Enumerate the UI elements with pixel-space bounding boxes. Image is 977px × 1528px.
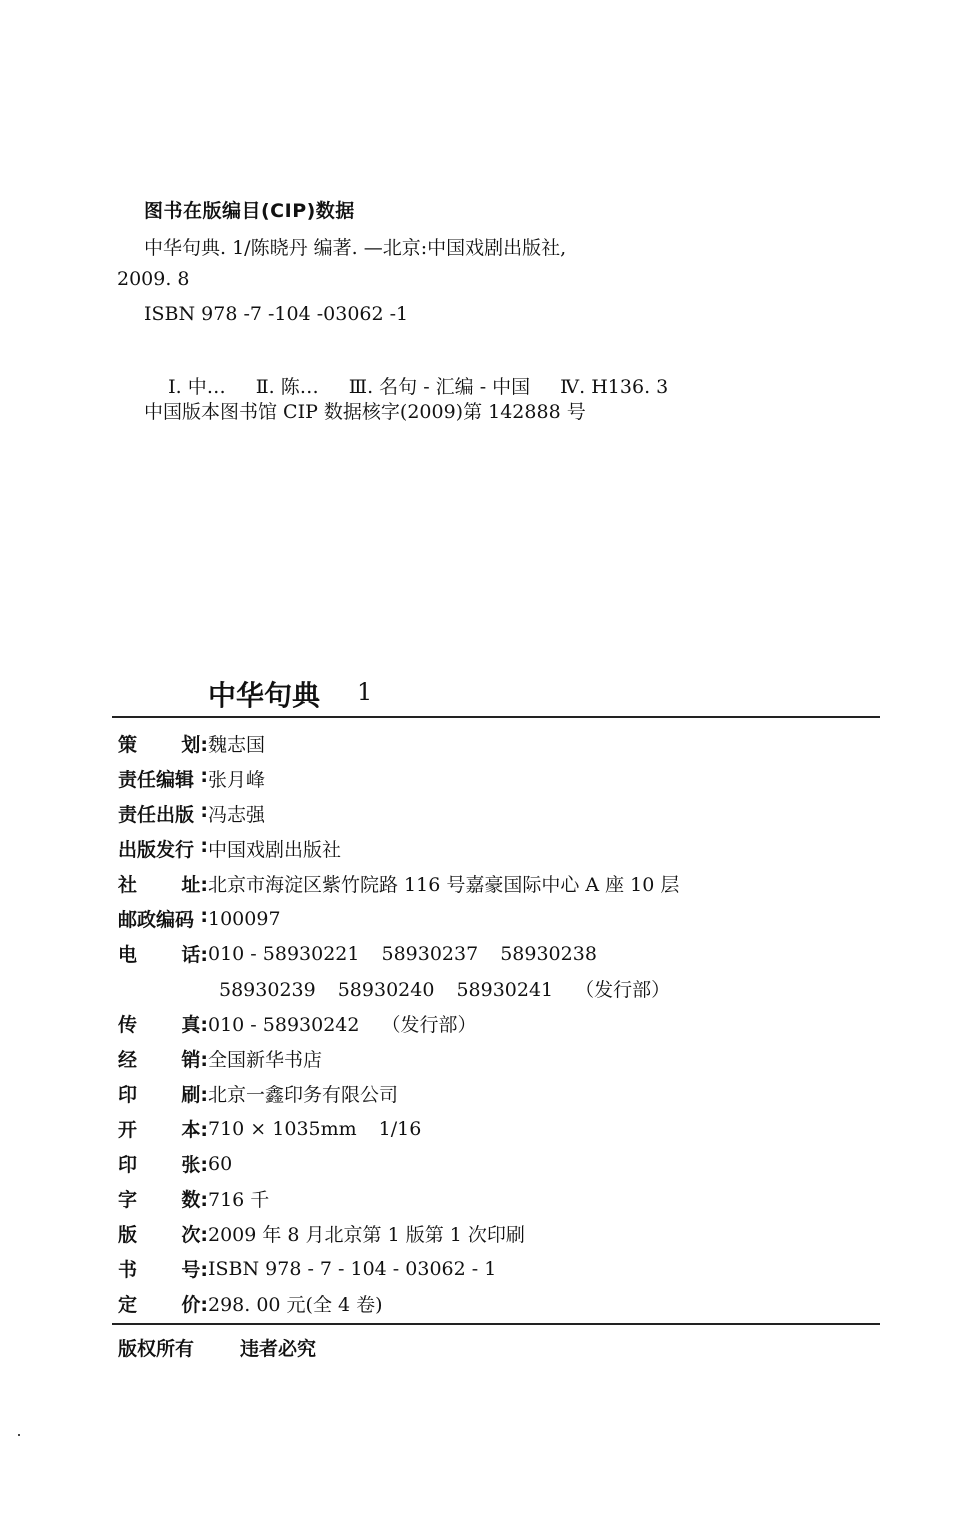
row-distributor [118, 1041, 898, 1076]
scan-speck [18, 1434, 20, 1436]
value-distributor: 全国新华书店 [208, 1049, 323, 1071]
label-planning: 策 划: [118, 734, 208, 756]
book-volume: 1 [357, 678, 373, 706]
row-format [118, 1111, 898, 1146]
rights-reserved: 版权所有 [118, 1338, 195, 1360]
row-publisher [118, 831, 898, 866]
value-word-count: 716 千 [208, 1189, 270, 1211]
value-fax: 010 - 58930242 （发行部） [208, 1014, 477, 1036]
label-fax: 传 真: [118, 1014, 208, 1036]
label-price: 定 价: [118, 1294, 208, 1316]
cip-isbn: ISBN 978 -7 -104 -03062 -1 [144, 303, 409, 325]
cip-catalog-line: 中华句典. 1/陈晓丹 编著. —北京:中国戏剧出版社, [144, 237, 567, 259]
value-price: 298. 00 元(全 4 卷) [208, 1294, 383, 1316]
label-address: 社 址: [118, 874, 208, 896]
row-address [118, 866, 898, 901]
value-edition: 2009 年 8 月北京第 1 版第 1 次印刷 [208, 1224, 525, 1246]
value-phone-line2: 58930239 58930240 58930241 （发行部） [219, 979, 671, 1001]
value-editor: 张月峰 [208, 769, 266, 791]
row-edition [118, 1216, 898, 1251]
row-fax [118, 1006, 898, 1041]
book-title: 中华句典 [208, 679, 321, 712]
cip-heading: 图书在版编目(CIP)数据 [144, 200, 355, 222]
divider-bottom [112, 1323, 880, 1325]
value-phone-line1: 010 - 58930221 58930237 58930238 [208, 942, 597, 965]
label-sheets: 印 张: [118, 1154, 208, 1176]
rights-warning: 违者必究 [240, 1338, 317, 1360]
label-phone: 电 话: [118, 944, 208, 966]
value-address: 北京市海淀区紫竹院路 116 号嘉豪国际中心 A 座 10 层 [208, 874, 680, 896]
row-sheets [118, 1146, 898, 1181]
label-publisher: 出版发行 : [118, 835, 208, 861]
rights-notice [118, 1334, 316, 1361]
value-planning: 魏志国 [208, 734, 266, 756]
row-price [118, 1286, 898, 1321]
value-publisher: 中国戏剧出版社 [208, 839, 342, 861]
label-distributor: 经 销: [118, 1049, 208, 1071]
label-edition: 版 次: [118, 1224, 208, 1246]
row-printer [118, 1076, 898, 1111]
cip-class-1: Ⅰ. 中… [168, 376, 226, 398]
row-phone [118, 936, 898, 971]
row-editor [118, 761, 898, 796]
divider-top [112, 716, 880, 718]
row-phone-cont [118, 971, 898, 1006]
cip-class-3: Ⅲ. 名句 - 汇编 - 中国 [348, 376, 531, 398]
label-format: 开 本: [118, 1119, 208, 1141]
label-editor: 责任编辑 : [118, 765, 208, 791]
value-sheets: 60 [208, 1152, 233, 1175]
cip-class-4: Ⅳ. H136. 3 [560, 376, 669, 398]
colophon [118, 726, 898, 1321]
label-postcode: 邮政编码 : [118, 905, 208, 931]
cip-class-2: Ⅱ. 陈… [255, 376, 319, 398]
label-word-count: 字 数: [118, 1189, 208, 1211]
cip-approval-number: 中国版本图书馆 CIP 数据核字(2009)第 142888 号 [144, 401, 586, 423]
value-publishing-lead: 冯志强 [208, 804, 266, 826]
value-format: 710 × 1035mm 1/16 [208, 1117, 422, 1140]
cip-catalog-date: 2009. 8 [117, 268, 190, 290]
row-planning [118, 726, 898, 761]
value-printer: 北京一鑫印务有限公司 [208, 1084, 399, 1106]
row-publishing-lead [118, 796, 898, 831]
value-book-number: ISBN 978 - 7 - 104 - 03062 - 1 [208, 1257, 497, 1280]
row-postcode [118, 901, 898, 936]
label-printer: 印 刷: [118, 1084, 208, 1106]
row-book-number [118, 1251, 898, 1286]
label-book-number: 书 号: [118, 1259, 208, 1281]
label-publishing-lead: 责任出版 : [118, 800, 208, 826]
value-postcode: 100097 [208, 907, 281, 930]
row-word-count [118, 1181, 898, 1216]
